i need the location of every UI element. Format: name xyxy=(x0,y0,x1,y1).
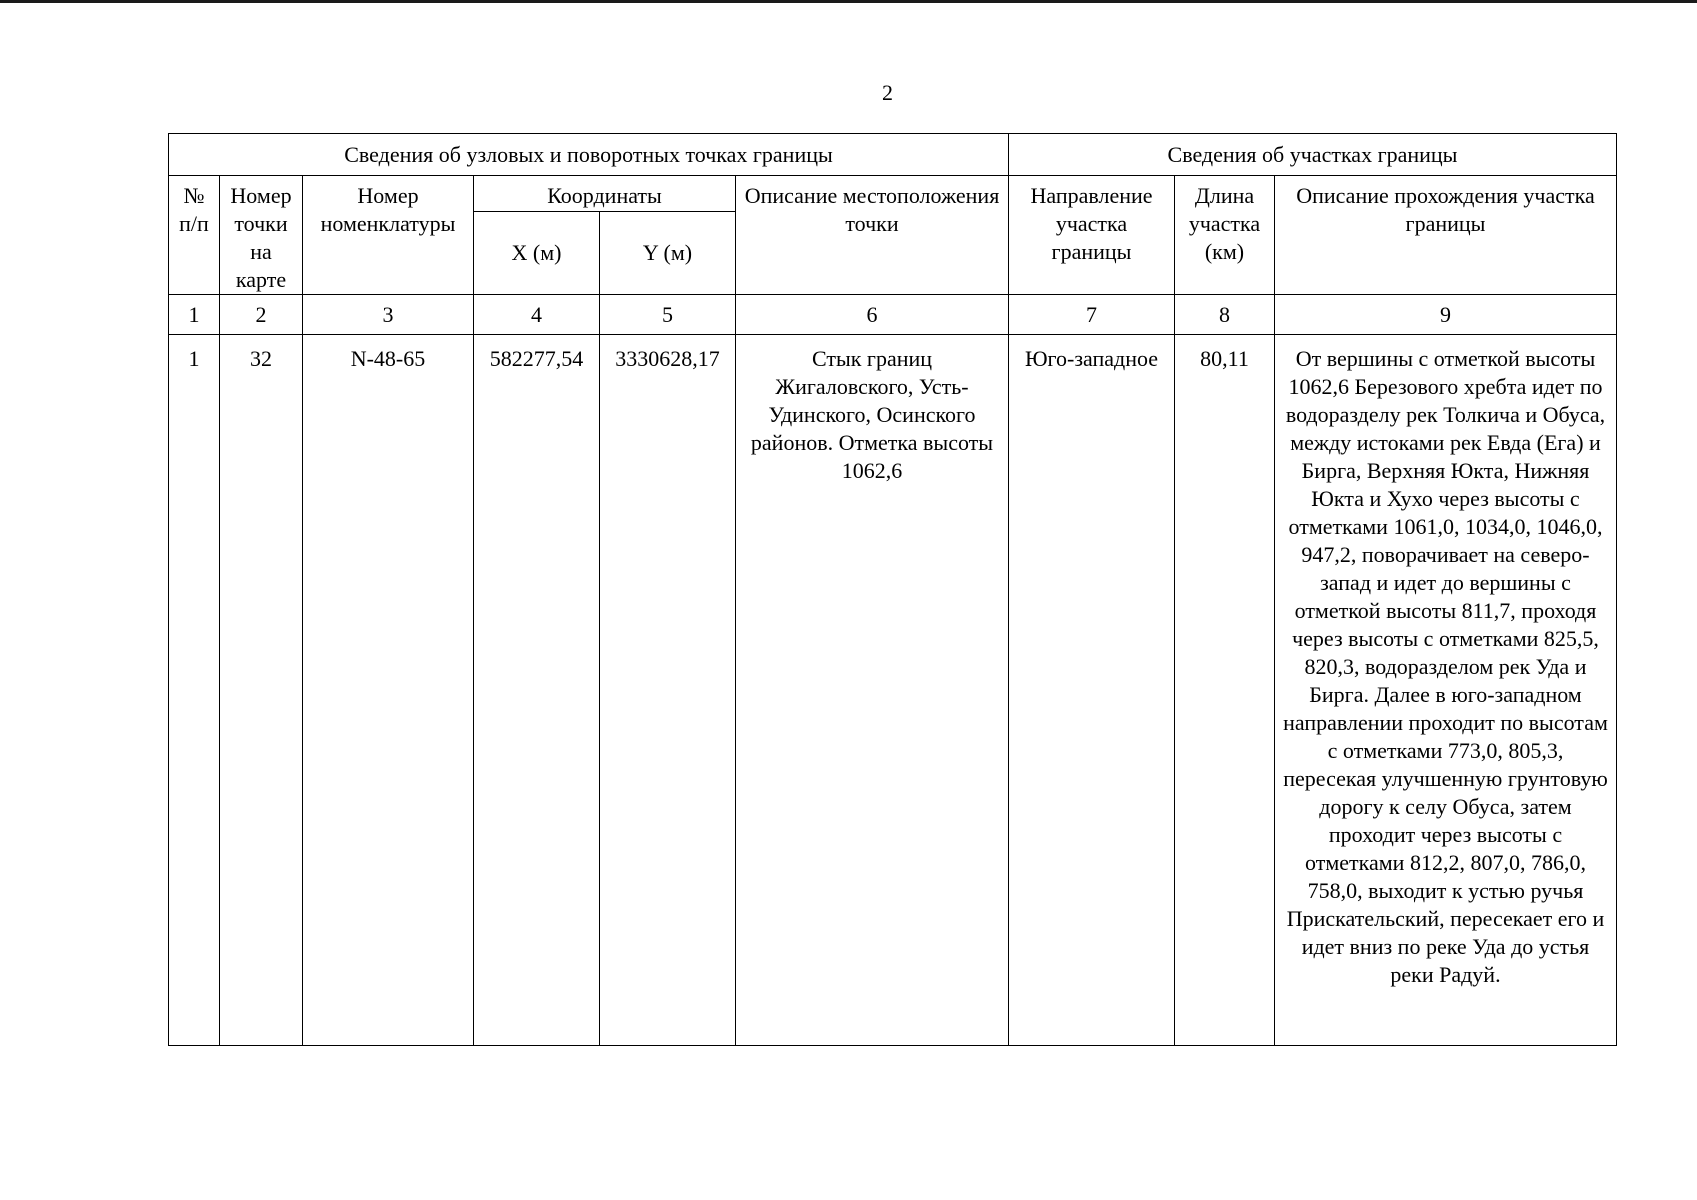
cell-y: 3330628,17 xyxy=(600,335,736,1046)
header-y: Y (м) xyxy=(600,212,736,295)
cell-nomenclature: N-48-65 xyxy=(303,335,474,1046)
column-number: 2 xyxy=(220,295,303,335)
header-coordinates: Координаты xyxy=(474,176,736,212)
cell-x: 582277,54 xyxy=(474,335,600,1046)
cell-length: 80,11 xyxy=(1175,335,1275,1046)
group-header-segments: Сведения об участках границы xyxy=(1009,134,1617,176)
header-x: X (м) xyxy=(474,212,600,295)
column-number: 4 xyxy=(474,295,600,335)
group-header-points: Сведения об узловых и поворотных точках границы xyxy=(169,134,1009,176)
cell-direction: Юго-западное xyxy=(1009,335,1175,1046)
header-length: Длина участка (км) xyxy=(1175,176,1275,295)
column-number: 1 xyxy=(169,295,220,335)
header-point-no: Номер точки на карте xyxy=(220,176,303,295)
table-row xyxy=(169,335,1617,1046)
cell-point-no: 32 xyxy=(220,335,303,1046)
header-nomenclature: Номер номенклатуры xyxy=(303,176,474,295)
column-number: 5 xyxy=(600,295,736,335)
boundary-table xyxy=(168,133,1617,1046)
column-number: 3 xyxy=(303,295,474,335)
header-direction: Направление участка границы xyxy=(1009,176,1175,295)
header-location: Описание местоположения точки xyxy=(736,176,1009,295)
column-number: 7 xyxy=(1009,295,1175,335)
page-number: 2 xyxy=(882,80,893,105)
scan-top-edge xyxy=(0,0,1697,3)
header-num: № п/п xyxy=(169,176,220,295)
cell-num: 1 xyxy=(169,335,220,1046)
cell-route: От вершины с отметкой высоты 1062,6 Березового хребта идет по водоразделу рек Толкича и Обуса, между истоками рек Евда (Ега) и Бирга, Верхняя Юкта, Нижняя Юкта и Хухо через высоты с отметками 1061,0, 1034,0, 1046,0, 947,2, поворачивает на северо-запад и идет до вершины с отметкой высоты 811,7, проходя через высоты с отметками 825,5, 820,3, водоразделом рек Уда и Бирга. Далее в юго-западном направлении проходит по высотам с отметками 773,0, 805,3, пересекая улучшенную грунтовую дорогу к селу Обуса, затем проходит через высоты с отметками 812,2, 807,0, 786,0, 758,0, выходит к устью ручья Прискательский, пересекает его и идет вниз по реке Уда до устья реки Радуй. xyxy=(1275,335,1617,1046)
column-number: 8 xyxy=(1175,295,1275,335)
column-number: 6 xyxy=(736,295,1009,335)
column-number: 9 xyxy=(1275,295,1617,335)
header-route: Описание прохождения участка границы xyxy=(1275,176,1617,295)
cell-location: Стык границ Жигаловского, Усть-Удинского, Осинского районов. Отметка высоты 1062,6 xyxy=(736,335,1009,1046)
